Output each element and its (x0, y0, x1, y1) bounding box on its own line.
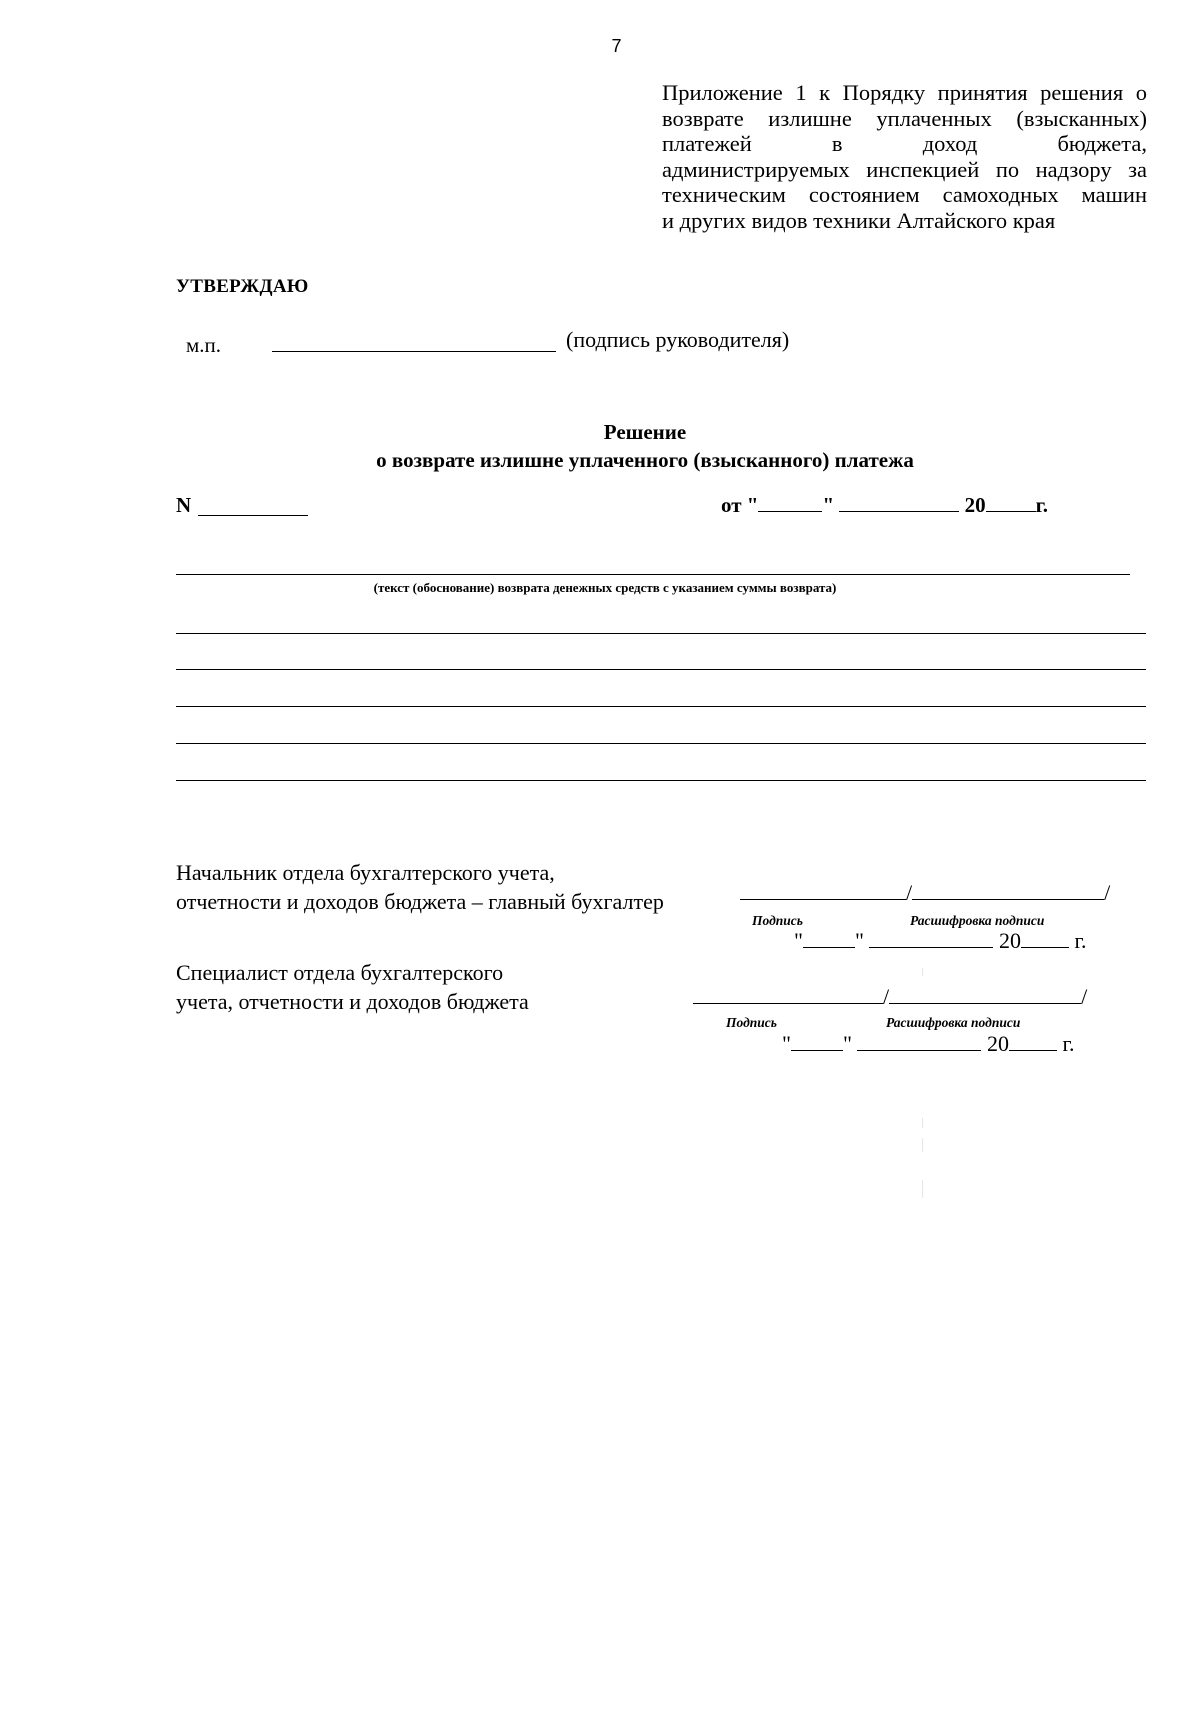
year-field[interactable] (986, 493, 1036, 512)
year-field[interactable] (1021, 929, 1069, 948)
body-line[interactable] (176, 706, 1146, 707)
signatory-specialist (176, 958, 529, 1016)
number-label: N (176, 493, 192, 517)
page-number: 7 (611, 36, 622, 56)
date-prefix: от " (721, 493, 759, 517)
approve-label: УТВЕРЖДАЮ (176, 276, 309, 297)
body-line[interactable] (176, 780, 1146, 781)
annex-line: Приложение 1 к Порядку принятия решения о (662, 80, 1147, 105)
quote-close: " (854, 928, 864, 953)
date-quote: " (822, 493, 835, 517)
quote-open: " (782, 1031, 791, 1056)
signature-field[interactable] (693, 985, 883, 1004)
year-suffix: г. (1035, 493, 1049, 517)
month-field[interactable] (857, 1032, 981, 1051)
decryption-caption: Расшифровка подписи (886, 1015, 1021, 1030)
slash: / (883, 984, 890, 1009)
decryption-field[interactable] (912, 881, 1104, 900)
head-signature-line[interactable] (272, 351, 556, 352)
year-prefix: 20 (986, 1031, 1009, 1056)
scan-artifact (922, 1180, 923, 1198)
chief-date-row (794, 928, 1087, 954)
signature-field[interactable] (740, 881, 906, 900)
reason-text-line[interactable] (176, 574, 1130, 575)
slash: / (906, 880, 913, 905)
signatory-title: учета, отчетности и доходов бюджета (176, 989, 529, 1014)
year-suffix: г. (1062, 1031, 1075, 1056)
slash: / (1081, 984, 1088, 1009)
year-suffix: г. (1074, 928, 1087, 953)
year-prefix: 20 (964, 493, 986, 517)
day-field[interactable] (791, 1032, 843, 1051)
number-field[interactable] (198, 515, 308, 516)
month-field[interactable] (839, 493, 959, 512)
body-line[interactable] (176, 633, 1146, 634)
quote-open: " (794, 928, 803, 953)
signatory-title: Специалист отдела бухгалтерского (176, 960, 504, 985)
document-title: Решение (603, 420, 687, 444)
annex-line: и других видов техники Алтайского края (662, 207, 1056, 233)
decryption-field[interactable] (889, 985, 1081, 1004)
body-line[interactable] (176, 743, 1146, 744)
annex-line: техническим состоянием самоходных машин (662, 182, 1147, 207)
day-field[interactable] (758, 493, 822, 512)
head-signature-caption: (подпись руководителя) (566, 327, 790, 352)
signature-caption: Подпись (726, 1015, 777, 1030)
quote-close: " (842, 1031, 852, 1056)
specialist-signature-row (693, 984, 1087, 1010)
signatory-chief-accountant (176, 858, 664, 916)
slash: / (1104, 880, 1111, 905)
annex-line: администрируемых инспекцией по надзору за (662, 156, 1147, 182)
reason-caption: (текст (обоснование) возврата денежных средств с указанием суммы возврата) (373, 580, 837, 595)
decryption-caption: Расшифровка подписи (910, 913, 1045, 928)
scan-artifact (922, 968, 923, 976)
annex-header (662, 80, 1147, 233)
document-subtitle: о возврате излишне уплаченного (взысканного) платежа (376, 448, 914, 472)
day-field[interactable] (803, 929, 855, 948)
signatory-title: Начальник отдела бухгалтерского учета, (176, 860, 555, 885)
year-prefix: 20 (998, 928, 1021, 953)
decision-date (721, 493, 1048, 518)
scan-artifact (922, 1138, 923, 1152)
annex-line: платежей в доход бюджета, (662, 131, 1147, 156)
signatory-title: отчетности и доходов бюджета – главный бухгалтер (176, 889, 664, 914)
seal-label: м.п. (186, 333, 222, 357)
annex-line: возврате излишне уплаченных (взысканных) (662, 105, 1147, 131)
signature-caption: Подпись (752, 913, 803, 928)
month-field[interactable] (869, 929, 993, 948)
scan-artifact (922, 1118, 923, 1128)
specialist-date-row (782, 1031, 1075, 1057)
chief-signature-row (740, 880, 1110, 906)
body-line[interactable] (176, 669, 1146, 670)
year-field[interactable] (1009, 1032, 1057, 1051)
